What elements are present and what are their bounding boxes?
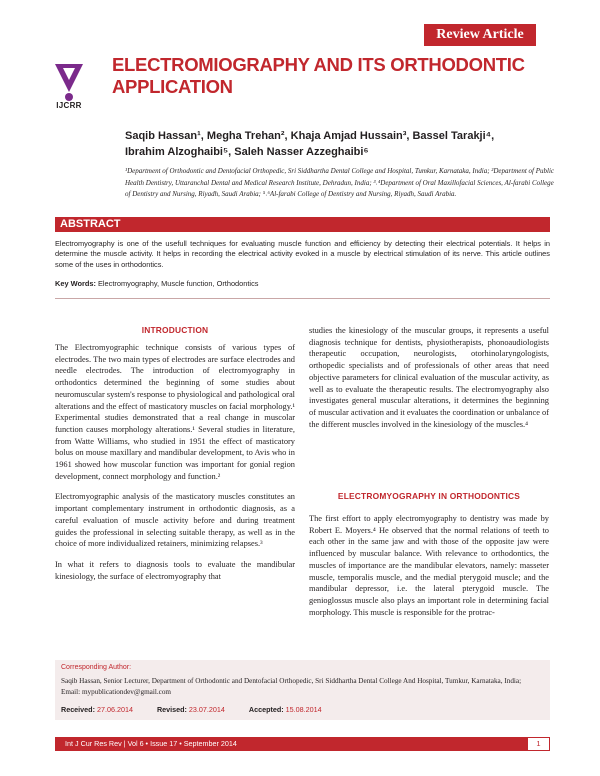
journal-citation: Int J Cur Res Rev | Vol 6 • Issue 17 • September 2014 xyxy=(65,739,237,748)
article-dates xyxy=(61,705,322,714)
right-column-lower xyxy=(309,513,549,627)
keywords-label: Key Words: xyxy=(55,279,96,288)
keywords xyxy=(55,279,550,289)
author-line-1: Saqib Hassan¹, Megha Trehan², Khaja Amjad Hussain³, Bassel Tarakji⁴, xyxy=(125,130,495,142)
revised-label: Revised: xyxy=(156,705,187,714)
journal-logo-text: IJCRR xyxy=(56,101,82,110)
abstract-heading: ABSTRACT xyxy=(55,217,550,232)
right-paragraph-1: studies the kinesiology of the muscular groups, it represents a useful diagnosis technique for dentists, physiotherapists, phonoaudiologists therapeutic occupation, neurologists, otorhinolaryngologists, orthopedic specialists and of professionals of other areas that need objective parameters for clinical evaluation of the muscular activity, as well as to evaluate the therapeutic results. The electromyography also investigates general muscular alterations, it determines the beginning of muscular activation and it evaluates the coordination or unbalance of the different muscles involved in the kinesiology of the muscles.⁴ xyxy=(309,326,549,429)
emg-paragraph-1: The first effort to apply electromyography to dentistry was made by Robert E. Moyers.⁴ He observed that the normal relations of teeth to each other in the same jaw and with those of the opposite jaw were influenced by muscular balance. With relevance to orthodontics, the muscles of importance are the mandibular elevators, namely: masseter muscle, temporalis muscle, and the medial pterygoid muscle; and the mandibular depressor, i.e. the lateral pterygoid muscle. The genioglossus muscle also plays an important role in determining facial morphology. This muscle is responsible for the protrac- xyxy=(309,514,549,617)
author-list xyxy=(125,128,545,160)
left-column xyxy=(55,342,295,591)
received-date: 27.06.2014 xyxy=(96,705,133,714)
intro-paragraph-3: In what it refers to diagnosis tools to evaluate the mandibular kinesiology, the surface of electromyography that xyxy=(55,559,295,581)
corresponding-author-details: Saqib Hassan, Senior Lecturer, Department of Orthodontic and Dentofacial Orthopedic, Sri Siddhartha Dental College And Hospital, Tumkur, Karnataka, India; Email: mypublicationdev@gmail.com xyxy=(61,677,522,696)
revised-date: 23.07.2014 xyxy=(188,705,225,714)
author-affiliations: ¹Department of Orthodontic and Dentofacial Orthopedic, Sri Siddhartha Dental College and Hospital, Tumkur, Karnataka, India; ²Department of Public Health Dentistry, Uttaranchal Dental and Medical Research Institute, Dehradun, India; ³˒⁴Department of Oral Maxillofacial Sciences, Al-farabi College of Dentistry and Nursing, Riyadh, Saudi Arabia; ⁵˒⁶Al-farabi College of Dentistry and Nursing, Riyadh, Saudi Arabia. xyxy=(125,167,555,198)
introduction-heading: INTRODUCTION xyxy=(141,325,209,335)
page-number: 1 xyxy=(527,737,550,751)
author-line-2: Ibrahim Alzoghaibi⁵, Saleh Nasser Azzeghaibi⁶ xyxy=(125,146,369,158)
accepted-label: Accepted: xyxy=(248,705,284,714)
right-column xyxy=(309,325,549,439)
accepted-date: 15.08.2014 xyxy=(285,705,322,714)
emg-orthodontics-heading: ELECTROMYOGRAPHY IN ORTHODONTICS xyxy=(337,491,521,501)
journal-logo-icon xyxy=(55,62,83,102)
received-label: Received: xyxy=(61,705,95,714)
intro-paragraph-2: Electromyographic analysis of the masticatory muscles constitutes an important complementary instrument in orthodontic diagnosis, as a careful evaluation of muscle activity before and during treatment guides the professional in selecting suitable therapy, as well as in the choice of more individualized retainers, minimizing relapses.³ xyxy=(55,492,295,549)
abstract-text: Electromyography is one of the usefull techniques for evaluating muscle function and efficiency by detecting their electrical potentials. It helps in determine the muscle activity. It helps in recording the electrical activity evoked in a muscle by electrical stimulation of its nerve. This article outlines some of the uses in orthodontics. xyxy=(55,239,550,269)
article-title: ELECTROMIOGRAPHY AND ITS ORTHODONTIC APPLICATION xyxy=(112,54,525,97)
intro-paragraph-1: The Electromyographic technique consists of various types of electrodes. The two main types of electrodes are surface electrodes and needle electrodes. The introduction of electromyography in orthodontics determined the beginning of some studies about neuromuscular system's response to physiological and pathological oral alterations and the effect of masticatory muscles on facial morphology.¹ Experimental studies demonstrated that a real change in muscolar function causes morphology alterations.¹ Several studies in literature, from Watte Williams, who studied in 1951 the effect of masticatory bolus on mouse maxillary and mandibular development, to Avis who in 1961 showed how muscolar function was important for gonial region development, connect morphology and function.² xyxy=(55,343,295,481)
keywords-values: Electromyography, Muscle function, Orthodontics xyxy=(95,279,259,288)
article-type-badge: Review Article xyxy=(424,24,536,46)
section-divider xyxy=(55,298,550,299)
corresponding-author-label: Corresponding Author: xyxy=(61,664,132,671)
